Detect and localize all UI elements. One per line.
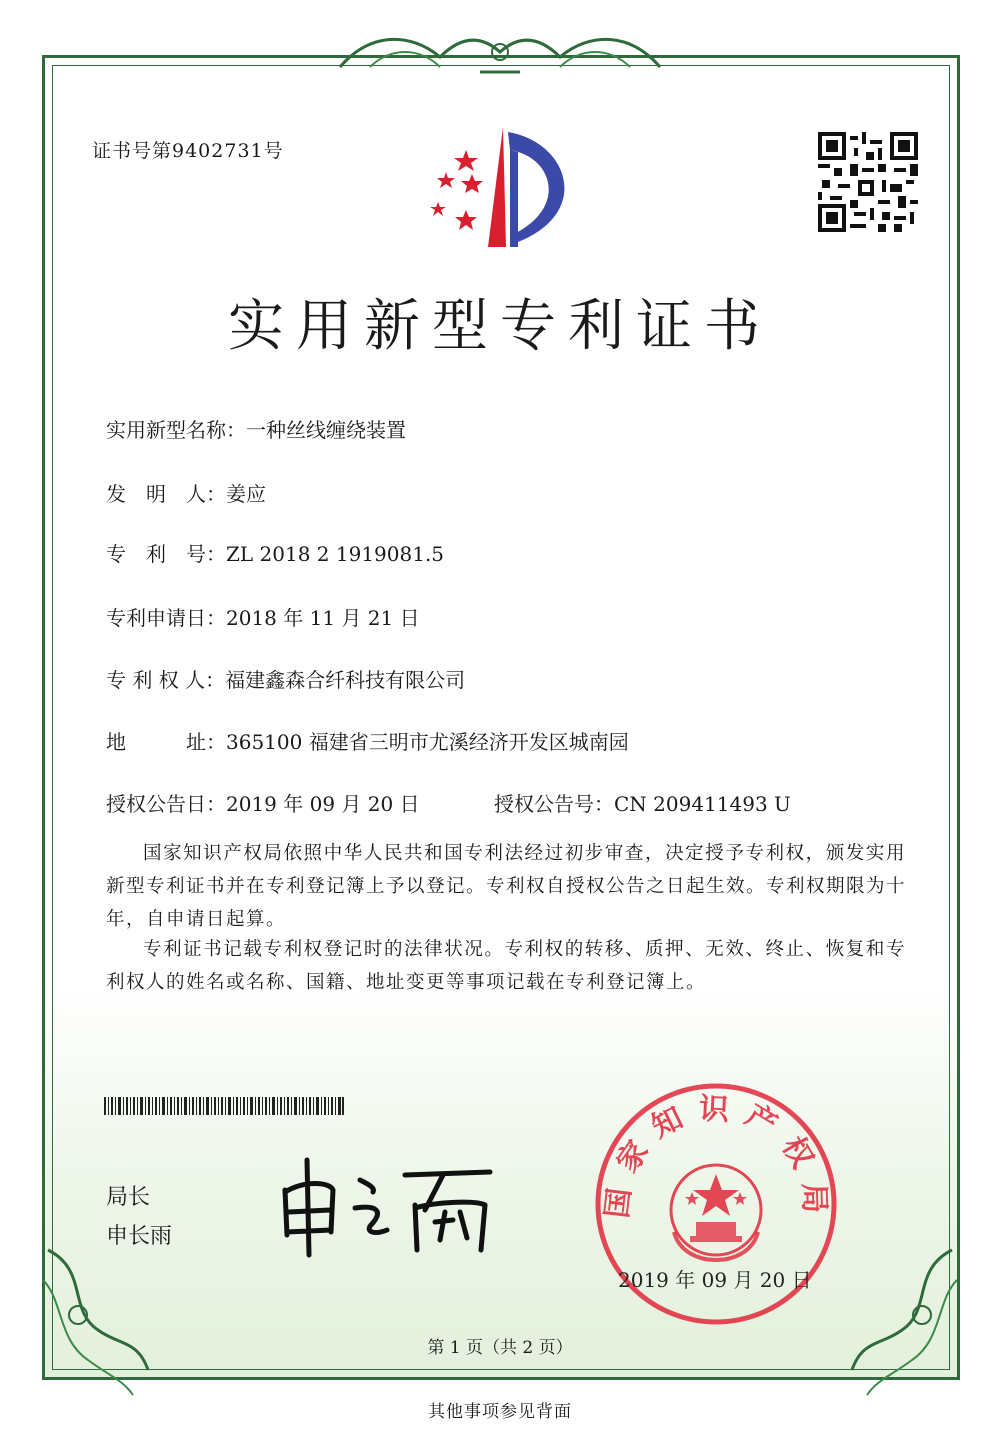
qr-code-icon [818, 132, 918, 232]
field-value: 2019 年 09 月 20 日 [226, 792, 420, 816]
field-label: 专 利 权 人： [106, 668, 226, 692]
barcode-icon [104, 1097, 344, 1115]
bottom-left-ornament [28, 1240, 158, 1400]
field-grant-number [494, 788, 791, 817]
field-patent-number [106, 538, 444, 567]
cnipa-logo-icon [418, 122, 588, 252]
field-inventor [106, 478, 266, 507]
field-value: 365100 福建省三明市尤溪经济开发区城南园 [226, 730, 629, 754]
seal-date: 2019 年 09 月 20 日 [618, 1268, 812, 1292]
certificate-title: 实用新型专利证书 [228, 294, 772, 359]
director-title: 局长 [106, 1185, 151, 1210]
handwritten-signature [275, 1150, 505, 1260]
field-label: 专 利 号： [106, 542, 226, 566]
page-number: 第 1 页（共 2 页） [427, 1338, 573, 1358]
footer-note: 其他事项参见背面 [428, 1402, 572, 1422]
field-grant-date [106, 788, 420, 817]
body-paragraph-2: 专利证书记载专利权登记时的法律状况。专利权的转移、质押、无效、终止、恢复和专利权人的姓名或名称、国籍、地址变更等事项记载在专利登记簿上。 [106, 939, 906, 993]
certificate-number: 证书号第9402731号 [92, 140, 284, 162]
field-label: 专利申请日： [106, 606, 226, 630]
field-label: 实用新型名称： [106, 418, 246, 442]
field-label: 地 址： [106, 730, 226, 754]
field-label: 发 明 人： [106, 482, 226, 506]
field-patentee [106, 664, 465, 693]
field-value: ZL 2018 2 1919081.5 [226, 542, 445, 566]
field-application-date [106, 602, 420, 631]
field-label: 授权公告号： [494, 792, 614, 816]
body-paragraph-1: 国家知识产权局依照中华人民共和国专利法经过初步审查，决定授予专利权，颁发实用新型专利证书并在专利登记簿上予以登记。专利权自授权公告之日起生效。专利权期限为十年，自申请日起算。 [106, 843, 907, 930]
field-label: 授权公告日： [106, 792, 226, 816]
field-address [106, 726, 629, 755]
field-value: 姜应 [226, 482, 266, 506]
bottom-right-ornament [842, 1240, 972, 1400]
field-value: 福建鑫森合纤科技有限公司 [225, 668, 466, 692]
field-value: 2018 年 11 月 21 日 [226, 606, 420, 630]
field-value: CN 209411493 U [614, 792, 791, 816]
field-value: 一种丝线缠绕装置 [246, 418, 406, 442]
svg-text:国家知识产权局: 国家知识产权局 [599, 1091, 832, 1228]
director-name: 申长雨 [106, 1224, 173, 1249]
field-utility-name [106, 414, 406, 443]
top-ornament [330, 22, 670, 82]
